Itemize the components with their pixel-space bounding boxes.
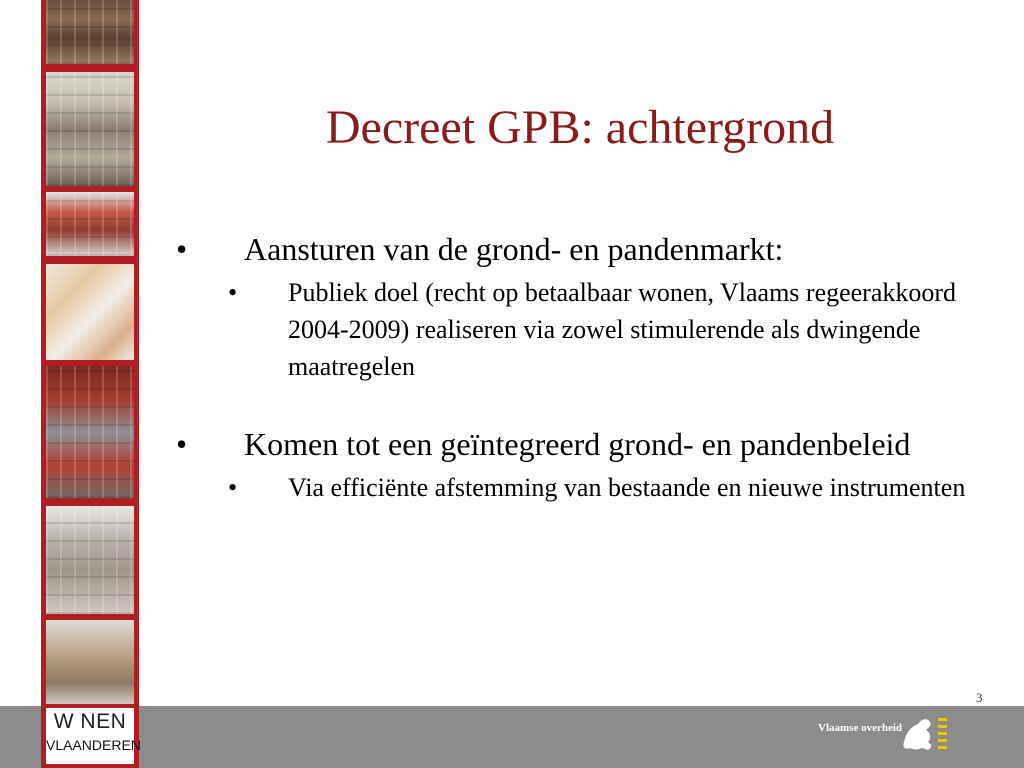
housing-row-photo bbox=[46, 192, 134, 256]
sub-bullet-item bbox=[168, 469, 968, 506]
bullet-text: Aansturen van de grond- en pandenmarkt: bbox=[244, 231, 784, 267]
building-photo-1 bbox=[46, 0, 134, 64]
model-photo bbox=[46, 620, 134, 704]
bullet-list bbox=[168, 230, 968, 506]
container-housing-photo bbox=[46, 366, 134, 498]
sub-bullet-dot: • bbox=[228, 278, 238, 307]
sub-bullet-item bbox=[168, 274, 968, 385]
bullet-item bbox=[168, 425, 968, 463]
vlaamse-overheid-text: Vlaamse overheid bbox=[818, 722, 903, 734]
sub-bullet-text: Publiek doel (recht op betaalbaar wonen, Vlaams regeerakkoord 2004-2009) realiseren via zowel stimulerende als dwingende maatregelen bbox=[288, 278, 957, 381]
building-photo-2 bbox=[46, 72, 134, 186]
wonen-vlaanderen-logo bbox=[41, 706, 139, 768]
logo-bottom-text: VLAANDEREN bbox=[46, 737, 141, 753]
footer-bar bbox=[0, 706, 1024, 768]
logo-top-text: W NEN bbox=[53, 710, 127, 733]
photo-strip bbox=[41, 0, 139, 706]
bullet-dot: • bbox=[176, 231, 188, 267]
bullet-item bbox=[168, 230, 968, 268]
flemish-lion-icon bbox=[898, 712, 950, 754]
bullet-text: Komen tot een geïntegreerd grond- en pandenbeleid bbox=[244, 426, 911, 462]
scaffolding-photo bbox=[46, 506, 134, 614]
sub-bullet-text: Via efficiënte afstemming van bestaande en nieuwe instrumenten bbox=[288, 473, 966, 502]
sub-bullet-dot: • bbox=[228, 473, 238, 502]
site-plan-photo bbox=[46, 264, 134, 360]
bullet-dot: • bbox=[176, 426, 188, 462]
page-number: 3 bbox=[976, 690, 983, 705]
slide-title: Decreet GPB: achtergrond bbox=[325, 101, 835, 154]
